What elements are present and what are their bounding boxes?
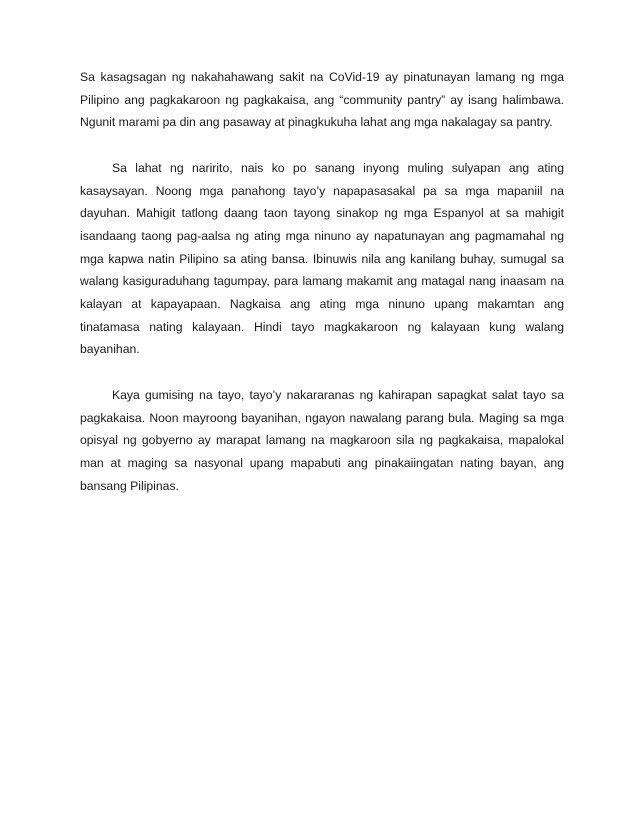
- paragraph-3: Kaya gumising na tayo, tayo’y nakararanas ng kahirapan sapagkat salat tayo sa pagkakaisa. Noon mayroong bayanihan, ngayon nawalang parang bula. Maging sa mga opisyal ng gobyerno ay marapat lamang na magkaroon sila ng pagkakaisa, mapalokal man at maging sa nasyonal upang mapabuti ang pinakaiingatan nating bayan, ang bansang Pilipinas.: [80, 387, 564, 493]
- paragraph-2: Sa lahat ng naririto, nais ko po sanang inyong muling sulyapan ang ating kasaysayan. Noong mga panahong tayo’y napapasasakal pa sa mga mapaniil na dayuhan. Mahigit tatlong daang taon tayong sinakop ng mga Espanyol at sa mahigit isandaang taong pag-aalsa ng ating mga ninuno ay napatunayan ang pagmamahal ng mga kapwa natin Pilipino sa ating bansa. Ibinuwis nila ang kanilang buhay, sumugal sa walang kasiguraduhang tagumpay, para lamang makamit ang matagal nang inaasam na kalayan at kapayapaan. Nagkaisa ang ating mga ninuno upang makamtan ang tinatamasa nating kalayaan. Hindi tayo magkakaroon ng kalayaan kung walang bayanihan.: [80, 160, 564, 357]
- paragraph-1: Sa kasagsagan ng nakahahawang sakit na CoVid-19 ay pinatunayan lamang ng mga Pilipino ang pagkakaroon ng pagkakaisa, ang “community pantry” ay isang halimbawa. Ngunit marami pa din ang pasaway at pinagkukuha lahat ang mga nakalagay sa pantry.: [80, 70, 564, 130]
- document-body: [80, 66, 564, 520]
